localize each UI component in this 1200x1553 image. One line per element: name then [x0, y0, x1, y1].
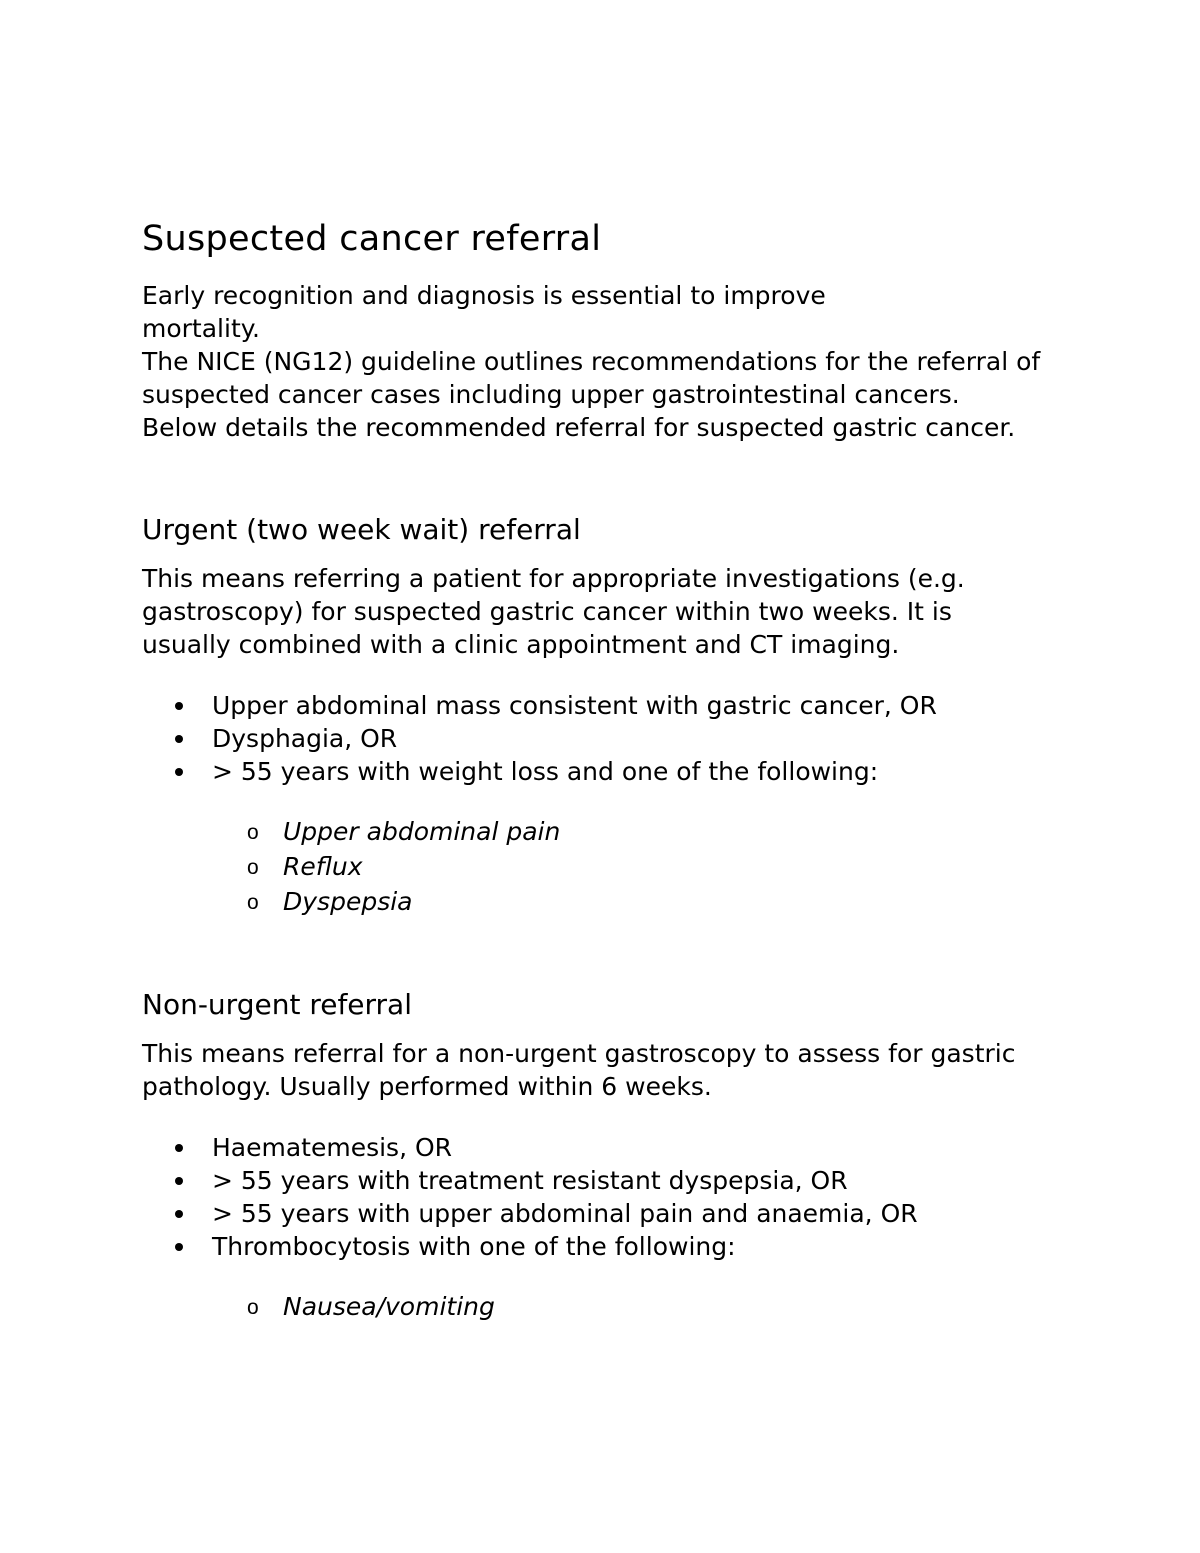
sub-bullet-marker: o	[247, 891, 259, 914]
bullet-icon	[175, 735, 183, 743]
section-heading: Urgent (two week wait) referral	[142, 513, 581, 546]
urgent-referral-section	[142, 510, 1062, 919]
sub-list-item: o Dyspepsia	[142, 884, 1062, 919]
list-item: Haematemesis, OR	[142, 1131, 1062, 1164]
sub-list-item: o Reflux	[142, 849, 1062, 884]
sub-list-item: o Nausea/vomiting	[142, 1289, 1062, 1324]
sub-criteria-list	[142, 814, 1062, 919]
list-item: Thrombocytosis with one of the following:	[142, 1230, 1062, 1263]
intro-paragraph: The NICE (NG12) guideline outlines recommendations for the referral of suspected cancer cases including upper gastrointestinal cancers. Below details the recommended referral for suspected gastric cancer.	[142, 347, 1041, 442]
list-item: > 55 years with upper abdominal pain and anaemia, OR	[142, 1197, 1062, 1230]
document-page	[142, 215, 1062, 1324]
non-urgent-referral-section	[142, 985, 1062, 1324]
list-item: > 55 years with weight loss and one of the following:	[142, 755, 1062, 788]
bullet-icon	[175, 1210, 183, 1218]
list-item: > 55 years with treatment resistant dyspepsia, OR	[142, 1164, 1062, 1197]
sub-bullet-marker: o	[247, 821, 259, 844]
page-title: Suspected cancer referral	[142, 219, 602, 259]
bullet-icon	[175, 1243, 183, 1251]
sub-bullet-marker: o	[247, 1296, 259, 1319]
section-description: This means referral for a non-urgent gastroscopy to assess for gastric pathology. Usually performed within 6 weeks.	[142, 1039, 1016, 1101]
list-item: Upper abdominal mass consistent with gastric cancer, OR	[142, 689, 1062, 722]
sub-list-item: o Upper abdominal pain	[142, 814, 1062, 849]
intro-paragraph: Early recognition and diagnosis is essential to improve mortality.	[142, 281, 826, 343]
section-description: This means referring a patient for appropriate investigations (e.g. gastroscopy) for suspected gastric cancer within two weeks. It is usually combined with a clinic appointment and CT imaging.	[142, 564, 965, 659]
sub-criteria-list	[142, 1289, 1062, 1324]
section-heading: Non-urgent referral	[142, 988, 412, 1021]
criteria-list	[142, 689, 1062, 788]
bullet-icon	[175, 768, 183, 776]
criteria-list	[142, 1131, 1062, 1263]
bullet-icon	[175, 1177, 183, 1185]
sub-bullet-marker: o	[247, 856, 259, 879]
list-item: Dysphagia, OR	[142, 722, 1062, 755]
bullet-icon	[175, 1144, 183, 1152]
bullet-icon	[175, 702, 183, 710]
